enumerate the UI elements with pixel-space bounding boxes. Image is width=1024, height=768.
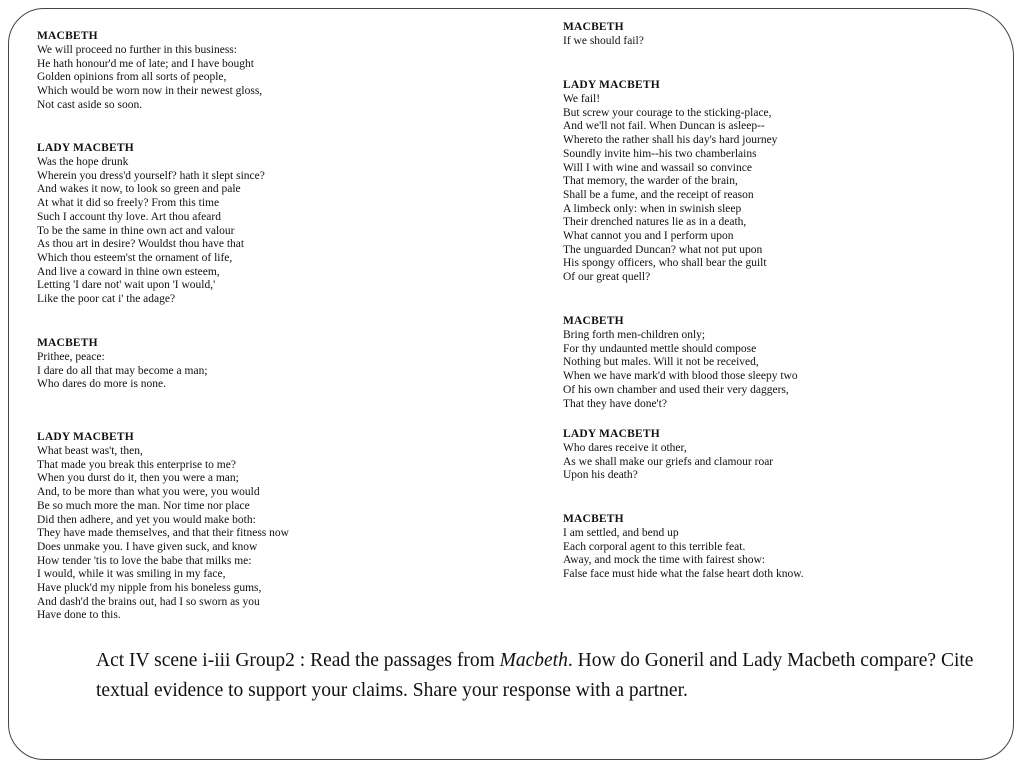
verse-line: His spongy officers, who shall bear the guilt bbox=[563, 257, 767, 270]
verse-line: Upon his death? bbox=[563, 469, 638, 482]
prompt-text-start: Act IV scene i-iii Group2 : Read the passages from bbox=[96, 650, 500, 671]
verse-line: Have pluck'd my nipple from his boneless gums, bbox=[37, 582, 262, 595]
verse-line: When you durst do it, then you were a man; bbox=[37, 472, 239, 485]
verse-line: Like the poor cat i' the adage? bbox=[37, 293, 176, 306]
verse-line: That made you break this enterprise to me? bbox=[37, 458, 236, 471]
verse-line: We fail! bbox=[563, 93, 601, 105]
verse-line: Was the hope drunk bbox=[37, 156, 129, 168]
verse-line: What cannot you and I perform upon bbox=[563, 230, 734, 243]
verse-line: I am settled, and bend up bbox=[563, 527, 679, 539]
verse-line: Each corporal agent to this terrible feat. bbox=[563, 540, 746, 553]
verse-line: Letting 'I dare not' wait upon 'I would,' bbox=[37, 279, 216, 292]
verse-line: That memory, the warder of the brain, bbox=[563, 175, 738, 188]
verse-line: If we should fail? bbox=[563, 35, 644, 47]
verse-line: A limbeck only: when in swinish sleep bbox=[563, 202, 742, 215]
verse-line: Such I account thy love. Art thou afeard bbox=[37, 210, 221, 223]
verse-line: Nothing but males. Will it not be received, bbox=[563, 356, 759, 369]
verse-line: The unguarded Duncan? what not put upon bbox=[563, 243, 763, 256]
verse-line: That they have done't? bbox=[563, 397, 667, 410]
prompt-text-end: . How do Goneril and Lady Macbeth compare? Cite textual evidence to support your claims. Share your response with a partner. bbox=[96, 650, 974, 701]
speaker-name: MACBETH bbox=[563, 315, 624, 327]
verse-line: I would, while it was smiling in my face, bbox=[37, 568, 226, 581]
verse-line: Did then adhere, and yet you would make both: bbox=[37, 513, 256, 526]
verse-line: Does unmake you. I have given suck, and know bbox=[37, 540, 258, 553]
verse-line: Who dares do more is none. bbox=[37, 378, 167, 391]
verse-line: Will I with wine and wassail so convince bbox=[563, 161, 752, 174]
verse-line: Their drenched natures lie as in a death, bbox=[563, 216, 747, 229]
speaker-name: MACBETH bbox=[563, 513, 624, 525]
verse-line: And, to be more than what you were, you would bbox=[37, 486, 260, 499]
verse-line: Of his own chamber and used their very daggers, bbox=[563, 383, 789, 396]
verse-line: Away, and mock the time with fairest show: bbox=[563, 554, 765, 567]
verse-line: Which would be worn now in their newest gloss, bbox=[37, 85, 263, 98]
speech-block bbox=[37, 28, 262, 113]
verse-line: Have done to this. bbox=[37, 609, 121, 622]
verse-line: When we have mark'd with blood those sleepy two bbox=[563, 370, 798, 383]
verse-line: At what it did so freely? From this time bbox=[37, 197, 220, 210]
verse-line: How tender 'tis to love the babe that milks me: bbox=[37, 554, 252, 567]
prompt-play-title: Macbeth bbox=[499, 650, 568, 671]
verse-line: But screw your courage to the sticking-place, bbox=[563, 106, 772, 119]
verse-line: Be so much more the man. Nor time nor place bbox=[37, 499, 250, 512]
verse-line: What beast was't, then, bbox=[37, 445, 143, 457]
verse-line: They have made themselves, and that their fitness now bbox=[37, 527, 289, 540]
verse-line: We will proceed no further in this business: bbox=[37, 44, 237, 56]
verse-line: Bring forth men-children only; bbox=[563, 329, 706, 341]
speaker-name: LADY MACBETH bbox=[563, 428, 660, 440]
verse-line: Whereto the rather shall his day's hard journey bbox=[563, 134, 778, 147]
speaker-name: LADY MACBETH bbox=[37, 431, 134, 443]
verse-line: Not cast aside so soon. bbox=[37, 98, 143, 111]
verse-line: For thy undaunted mettle should compose bbox=[563, 342, 757, 355]
speech-block bbox=[37, 429, 289, 623]
speech-block bbox=[563, 19, 644, 49]
speech-block bbox=[563, 77, 777, 285]
verse-line: He hath honour'd me of late; and I have bought bbox=[37, 57, 254, 70]
verse-line: To be the same in thine own act and valour bbox=[37, 224, 235, 237]
speaker-name: LADY MACBETH bbox=[37, 142, 134, 154]
verse-line: Soundly invite him--his two chamberlains bbox=[563, 147, 757, 160]
speaker-name: MACBETH bbox=[37, 337, 98, 349]
speech-block bbox=[563, 426, 773, 483]
verse-line: False face must hide what the false heart doth know. bbox=[563, 568, 804, 581]
verse-line: Prithee, peace: bbox=[37, 351, 105, 363]
speaker-name: MACBETH bbox=[37, 30, 98, 42]
verse-line: Shall be a fume, and the receipt of reason bbox=[563, 188, 754, 201]
verse-line: I dare do all that may become a man; bbox=[37, 364, 208, 377]
speaker-name: MACBETH bbox=[563, 21, 624, 33]
verse-line: As thou art in desire? Wouldst thou have that bbox=[37, 238, 245, 251]
verse-line: And wakes it now, to look so green and pale bbox=[37, 183, 241, 196]
verse-line: And dash'd the brains out, had I so sworn as you bbox=[37, 595, 260, 608]
verse-line: Which thou esteem'st the ornament of life, bbox=[37, 251, 233, 264]
speech-block bbox=[37, 335, 208, 392]
verse-line: Who dares receive it other, bbox=[563, 442, 687, 454]
verse-line: Golden opinions from all sorts of people, bbox=[37, 71, 227, 84]
speech-block bbox=[37, 140, 265, 307]
speaker-name: LADY MACBETH bbox=[563, 79, 660, 91]
discussion-prompt bbox=[96, 646, 976, 706]
speech-block bbox=[563, 313, 798, 411]
speech-block bbox=[563, 511, 804, 582]
verse-line: And live a coward in thine own esteem, bbox=[37, 265, 220, 278]
verse-line: Of our great quell? bbox=[563, 271, 651, 284]
verse-line: As we shall make our griefs and clamour roar bbox=[563, 455, 774, 468]
verse-line: Wherein you dress'd yourself? hath it slept since? bbox=[37, 169, 265, 182]
verse-line: And we'll not fail. When Duncan is asleep-- bbox=[563, 120, 765, 133]
